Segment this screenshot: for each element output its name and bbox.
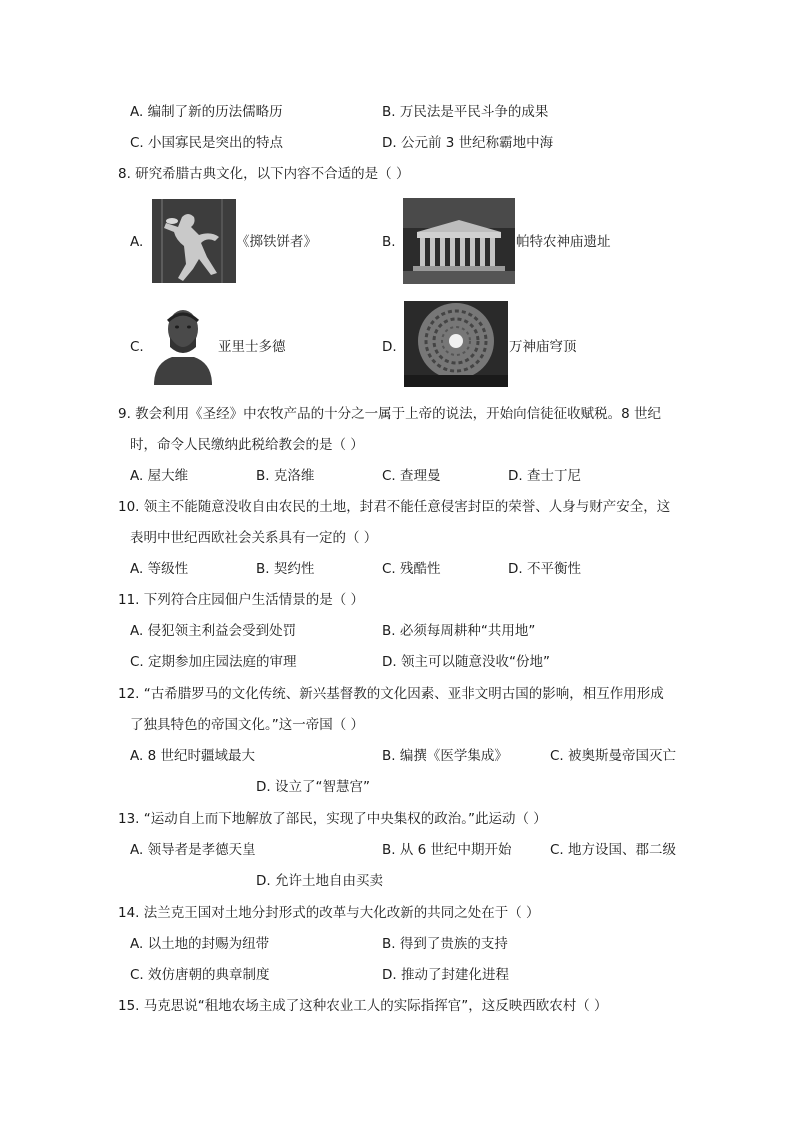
q14-stem: 14. 法兰克王国对土地分封形式的改革与大化改新的共同之处在于（ ）: [118, 905, 540, 921]
q11-option-b: B. 必须每周耕种“共用地”: [382, 623, 536, 639]
q8-option-d-label: D.: [382, 339, 397, 355]
q8-option-a-caption: 《掷铁饼者》: [236, 234, 317, 250]
q7-option-c: C. 小国寡民是突出的特点: [130, 135, 284, 151]
q14-option-d: D. 推动了封建化进程: [382, 967, 509, 983]
q7-option-b: B. 万民法是平民斗争的成果: [382, 104, 549, 120]
pantheon-dome-image: [404, 301, 508, 387]
discus-thrower-image: [152, 199, 236, 283]
q12-option-d: D. 设立了“智慧宫”: [256, 779, 370, 795]
q9-option-d: D. 查士丁尼: [508, 468, 581, 484]
q12-option-a: A. 8 世纪时疆域最大: [130, 748, 255, 764]
q10-stem-line-1: 10. 领主不能随意没收自由农民的土地，封君不能任意侵害封臣的荣誉、人身与财产安全，这: [118, 499, 671, 515]
q8-option-c-caption: 亚里士多德: [218, 339, 286, 355]
q10-option-c: C. 残酷性: [382, 561, 441, 577]
q9-option-c: C. 查理曼: [382, 468, 441, 484]
q14-option-b: B. 得到了贵族的支持: [382, 936, 508, 952]
q11-stem: 11. 下列符合庄园佃户生活情景的是（ ）: [118, 592, 365, 608]
q13-option-b: B. 从 6 世纪中期开始: [382, 842, 512, 858]
q9-option-b: B. 克洛维: [256, 468, 315, 484]
q14-option-a: A. 以土地的封赐为纽带: [130, 936, 270, 952]
q10-option-d: D. 不平衡性: [508, 561, 581, 577]
q11-option-a: A. 侵犯领主利益会受到处罚: [130, 623, 297, 639]
aristotle-bust-image: [150, 303, 216, 385]
q12-stem-line-2: 了独具特色的帝国文化。”这一帝国（ ）: [130, 717, 365, 733]
q8-stem: 8. 研究希腊古典文化，以下内容不合适的是（ ）: [118, 166, 410, 182]
q13-option-c: C. 地方设国、郡二级: [550, 842, 677, 858]
q12-option-c: C. 被奥斯曼帝国灭亡: [550, 748, 677, 764]
q9-option-a: A. 屋大维: [130, 468, 189, 484]
q8-option-a-label: A.: [130, 234, 144, 250]
q9-stem-line-2: 时，命令人民缴纳此税给教会的是（ ）: [130, 437, 364, 453]
q15-stem: 15. 马克思说“租地农场主成了这种农业工人的实际指挥官”，这反映西欧农村（ ）: [118, 998, 608, 1014]
q10-option-b: B. 契约性: [256, 561, 315, 577]
q11-option-d: D. 领主可以随意没收“份地”: [382, 654, 550, 670]
q8-option-b-caption: 帕特农神庙遗址: [516, 234, 611, 250]
q10-stem-line-2: 表明中世纪西欧社会关系具有一定的（ ）: [130, 530, 378, 546]
q7-option-a: A. 编制了新的历法儒略历: [130, 104, 283, 120]
q13-stem: 13. “运动自上而下地解放了部民，实现了中央集权的政治。”此运动（ ）: [118, 811, 547, 827]
q12-option-b: B. 编撰《医学集成》: [382, 748, 508, 764]
q13-option-d: D. 允许土地自由买卖: [256, 873, 383, 889]
q8-option-d-caption: 万神庙穹顶: [509, 339, 577, 355]
q8-option-b-label: B.: [382, 234, 396, 250]
q12-stem-line-1: 12. “古希腊罗马的文化传统、新兴基督教的文化因素、亚非文明古国的影响，相互作用形成: [118, 686, 664, 702]
q7-option-d: D. 公元前 3 世纪称霸地中海: [382, 135, 554, 151]
q14-option-c: C. 效仿唐朝的典章制度: [130, 967, 270, 983]
parthenon-image: [403, 198, 515, 284]
q11-option-c: C. 定期参加庄园法庭的审理: [130, 654, 297, 670]
q10-option-a: A. 等级性: [130, 561, 189, 577]
q9-stem-line-1: 9. 教会利用《圣经》中农牧产品的十分之一属于上帝的说法，开始向信徒征收赋税。8 世纪: [118, 406, 662, 422]
q13-option-a: A. 领导者是孝德天皇: [130, 842, 256, 858]
q8-option-c-label: C.: [130, 339, 144, 355]
